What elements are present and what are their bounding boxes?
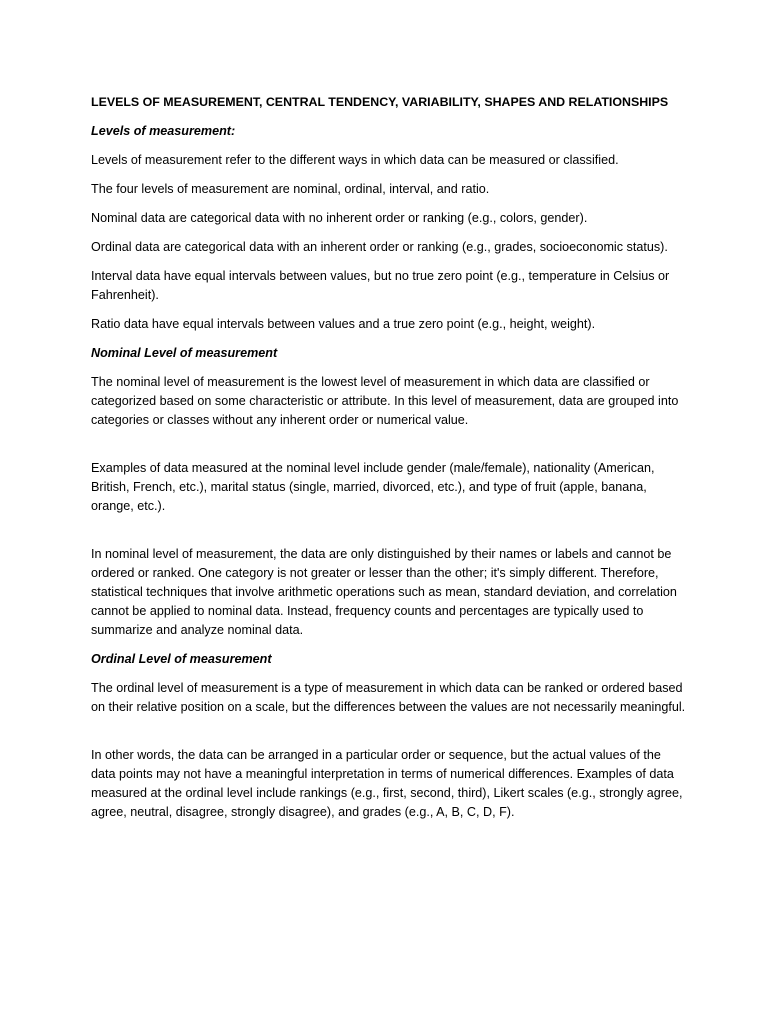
- levels-paragraph-4: Ordinal data are categorical data with an inherent order or ranking (e.g., grades, socioeconomic status).: [91, 240, 668, 254]
- levels-paragraph-5: Interval data have equal intervals between values, but no true zero point (e.g., temperature in Celsius or Fahrenheit).: [91, 269, 670, 302]
- nominal-heading: Nominal Level of measurement: [91, 346, 278, 360]
- spacer: [91, 727, 686, 746]
- ordinal-paragraph-1: The ordinal level of measurement is a type of measurement in which data can be ranked or ordered based on their relative position on a scale, but the differences between the values are not necessarily meaningful.: [91, 681, 686, 714]
- document-body: [91, 93, 686, 832]
- document-title: LEVELS OF MEASUREMENT, CENTRAL TENDENCY, VARIABILITY, SHAPES AND RELATIONSHIPS: [91, 95, 669, 109]
- levels-paragraph-2: The four levels of measurement are nominal, ordinal, interval, and ratio.: [91, 182, 490, 196]
- levels-heading: Levels of measurement:: [91, 124, 236, 138]
- nominal-paragraph-2: Examples of data measured at the nominal level include gender (male/female), nationality (American, British, French, etc.), marital status (single, married, divorced, etc.), and type of fruit (apple, banana, orange, etc.).: [91, 461, 655, 513]
- nominal-paragraph-1: The nominal level of measurement is the lowest level of measurement in which data are classified or categorized based on some characteristic or attribute. In this level of measurement, data are grouped into categories or classes without any inherent order or numerical value.: [91, 375, 679, 427]
- levels-paragraph-6: Ratio data have equal intervals between values and a true zero point (e.g., height, weight).: [91, 317, 596, 331]
- spacer: [91, 440, 686, 459]
- levels-paragraph-1: Levels of measurement refer to the different ways in which data can be measured or classified.: [91, 153, 619, 167]
- levels-paragraph-3: Nominal data are categorical data with no inherent order or ranking (e.g., colors, gender).: [91, 211, 588, 225]
- ordinal-paragraph-2: In other words, the data can be arranged in a particular order or sequence, but the actual values of the data points may not have a meaningful interpretation in terms of numerical differences. Examples of data measured at the ordinal level include rankings (e.g., first, second, third), Likert scales (e.g., strongly agree, agree, neutral, disagree, strongly disagree), and grades (e.g., A, B, C, D, F).: [91, 748, 683, 819]
- spacer: [91, 526, 686, 545]
- ordinal-heading: Ordinal Level of measurement: [91, 652, 272, 666]
- nominal-paragraph-3: In nominal level of measurement, the data are only distinguished by their names or labels and cannot be ordered or ranked. One category is not greater or lesser than the other; it's simply different. Therefore, statistical techniques that involve arithmetic operations such as mean, standard deviation, and correlation cannot be applied to nominal data. Instead, frequency counts and percentages are typically used to summarize and analyze nominal data.: [91, 547, 677, 637]
